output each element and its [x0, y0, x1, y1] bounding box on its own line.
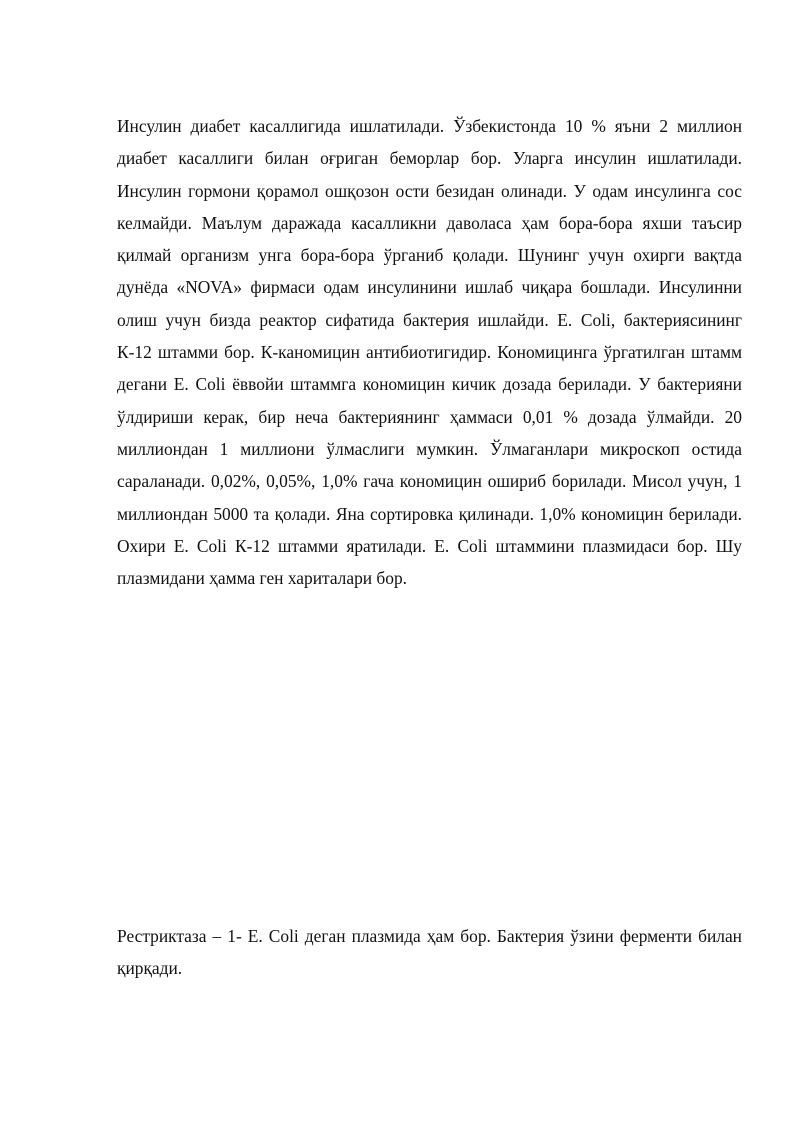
body-paragraph-insulin: Инсулин диабет касаллигида ишлатилади. Ўзбекистонда 10 % яъни 2 миллион диабет касаллиги билан оғриган беморлар бор. Уларга инсулин ишлатилади. Инсулин гормони қорамол ошқозон ости безидан олинади. У одам инсулинга сос келмайди. Маълум даражада касалликни даволаса ҳам бора-бора яхши таъсир қилмай организм унга бора-бора ўрганиб қолади. Шунинг учун охирги вақтда дунёда «NOVA» фирмаси одам инсулинини ишлаб чиқара бошлади. Инсулинни олиш учун бизда реактор сифатида бактерия ишлайди. E. Coli, бактериясининг К-12 штамми бор. К-каномицин антибиотигидир. Кономицинга ўргатилган штамм дегани E. Coli ёввойи штаммга кономицин кичик дозада берилади. У бактерияни ўлдириши керак, бир неча бактериянинг ҳаммаси 0,01 % дозада ўлмайди. 20 миллиондан 1 миллиони ўлмаслиги мумкин. Ўлмаганлари микроскоп остида сараланади. 0,02%, 0,05%, 1,0% гача кономицин ошириб борилади. Мисол учун, 1 миллиондан 5000 та қолади. Яна сортировка қилинади. 1,0% кономицин берилади. Охири E. Coli К-12 штамми яратилади. E. Coli штаммини плазмидаси бор. Шу плазмидани ҳамма ген хариталари бор.	[117, 116, 742, 589]
body-paragraph-restriction: Рестриктаза – 1- E. Coli деган плазмида ҳам бор. Бактерия ўзини ферменти билан қирқади.	[117, 926, 742, 979]
